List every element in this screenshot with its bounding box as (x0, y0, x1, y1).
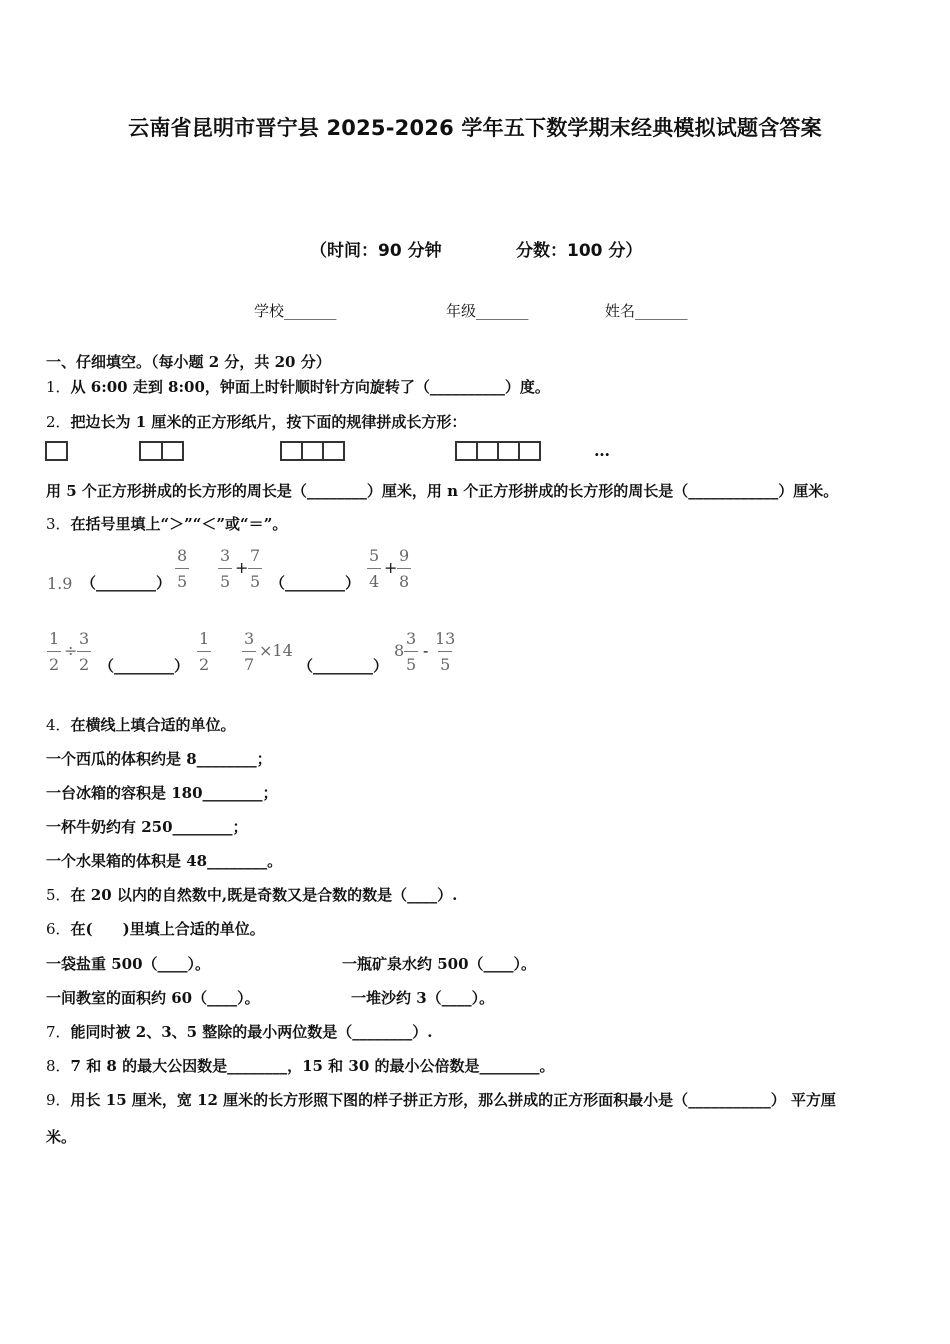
question-text: 能同时被 2、3、5 整除的最小两位数是（________）. (70, 1023, 433, 1041)
fraction: $\frac{7}{5}$ (250, 546, 261, 591)
fraction: $\frac{3}{2}$ (79, 629, 90, 674)
question-text: 在横线上填合适的单位。 (70, 716, 236, 734)
question-text: 从 6:00 走到 8:00，钟面上时针顺时针方向旋转了（__________）度。 (70, 378, 550, 396)
fraction: $\frac{3}{5}$ (406, 629, 417, 674)
fraction: $\frac{3}{7}$ (244, 629, 255, 674)
q4-item-4: 一个水果箱的体积是 48________。 (46, 852, 283, 870)
question-number: 1． (46, 378, 71, 396)
exam-score: 分数：100 分） (516, 241, 643, 261)
name-field: 姓名_______ (605, 302, 688, 320)
question-4 (46, 714, 236, 735)
ellipsis: … (594, 441, 610, 460)
q4-item-3: 一杯牛奶约有 250________； (46, 818, 248, 836)
question-8 (46, 1055, 555, 1076)
blank-2: （________） (270, 574, 361, 592)
question-text: 在 20 以内的自然数中,既是奇数又是合数的数是（____）. (70, 886, 458, 904)
plus-sign: + (384, 558, 398, 577)
question-number: 3． (46, 515, 71, 533)
whole-number: 8 (394, 641, 405, 660)
q6-item-d: 一堆沙约 3（____）。 (351, 989, 495, 1007)
question-9 (46, 1089, 836, 1110)
question-number: 5． (46, 886, 71, 904)
question-number: 8． (46, 1057, 71, 1075)
question-2-line-2: 用 5 个正方形拼成的长方形的周长是（________）厘米，用 n 个正方形拼成的长方形的周长是（____________）厘米。 (46, 482, 839, 500)
question-text: 在( )里填上合适的单位。 (70, 920, 265, 938)
question-text: 在括号里填上“＞”“＜”或“＝”。 (70, 515, 288, 533)
question-text: 7 和 8 的最大公因数是________，15 和 30 的最小公倍数是________。 (70, 1057, 555, 1075)
q6-item-b: 一瓶矿泉水约 500（____）。 (342, 955, 537, 973)
question-3 (46, 513, 287, 534)
square-strip-2 (139, 441, 184, 461)
square-strip-1 (45, 441, 68, 461)
q6-item-c: 一间教室的面积约 60（____）。 (46, 989, 260, 1007)
q6-item-a: 一袋盐重 500（____）。 (46, 955, 211, 973)
section-heading: 一、仔细填空。（每小题 2 分，共 20 分） (46, 353, 331, 371)
question-number: 7． (46, 1023, 71, 1041)
question-1 (46, 376, 550, 397)
fraction: $\frac{13}{5}$ (435, 629, 456, 674)
plus-sign: + (235, 558, 249, 577)
question-7 (46, 1021, 433, 1042)
question-5 (46, 884, 457, 905)
fraction: $\frac{1}{2}$ (49, 629, 60, 674)
question-number: 6． (46, 920, 71, 938)
question-9-cont: 米。 (46, 1128, 77, 1146)
square-strip-3 (280, 441, 345, 461)
question-6 (46, 918, 265, 939)
fraction: $\frac{9}{8}$ (399, 546, 410, 591)
question-number: 2． (46, 413, 71, 431)
question-text: 把边长为 1 厘米的正方形纸片，按下面的规律拼成长方形： (70, 413, 467, 431)
fraction: $\frac{1}{2}$ (199, 629, 210, 674)
question-number: 9． (46, 1091, 71, 1109)
question-text: 用长 15 厘米，宽 12 厘米的长方形照下图的样子拼正方形，那么拼成的正方形面积最小是（___________） 平方厘 (70, 1091, 836, 1109)
divide-sign: ÷ (64, 641, 78, 660)
times-14: ×14 (259, 641, 293, 660)
minus-sign: - (423, 641, 429, 660)
blank-4: （________） (298, 657, 389, 675)
blank-1: （________） (81, 574, 172, 592)
fraction: $\frac{8}{5}$ (177, 546, 188, 591)
blank-3: （________） (99, 657, 190, 675)
exam-time: （时间：90 分钟 (310, 241, 442, 261)
question-number: 4． (46, 716, 71, 734)
fraction: $\frac{3}{5}$ (220, 546, 231, 591)
square-strip-4 (455, 441, 541, 461)
page-title: 云南省昆明市晋宁县 2025-2026 学年五下数学期末经典模拟试题含答案 (128, 116, 822, 140)
value-1-9: 1.9 (47, 574, 73, 593)
question-2 (46, 411, 466, 432)
school-field: 学校_______ (254, 302, 337, 320)
q4-item-2: 一台冰箱的容积是 180________； (46, 784, 278, 802)
q4-item-1: 一个西瓜的体积约是 8________； (46, 750, 272, 768)
grade-field: 年级_______ (446, 302, 529, 320)
fraction: $\frac{5}{4}$ (369, 546, 380, 591)
